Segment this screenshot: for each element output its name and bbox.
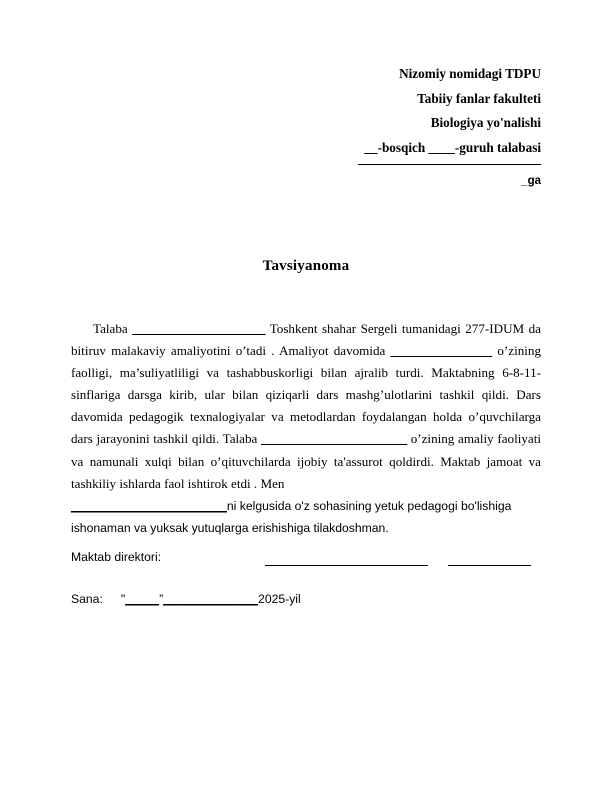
recommendation-paragraph-tail bbox=[71, 495, 541, 539]
signature-block bbox=[71, 550, 541, 612]
body-text-practice: Toshkent shahar Sergeli tumanidagi 277-IDUM da bitiruv malakaviy amaliyotini o’tadi . Amaliyot davomida bbox=[71, 321, 541, 359]
header-line-course-group: __-bosqich ____-guruh talabasi bbox=[364, 139, 541, 155]
header-line-institution: Nizomiy nomidagi TDPU bbox=[399, 66, 541, 81]
date-quote-close: ” bbox=[159, 592, 164, 606]
header-line-direction: Biologiya yo'nalishi bbox=[430, 115, 541, 130]
header-line-faculty: Tabiiy fanlar fakulteti bbox=[417, 90, 541, 106]
director-label: Maktab direktori: bbox=[71, 550, 162, 564]
body-block bbox=[71, 318, 541, 539]
date-quote-open: " bbox=[120, 592, 126, 606]
blank-student-name-2[interactable]: ________________ bbox=[390, 343, 493, 359]
body-text-impression: o’zining amaliy faoliyati va namunali xulqi bilan o’qituvchilarda ijobiy ta'assurot qoldirdi. Maktab jamoat va tashkiliy ishlarda faol ishtirok etdi . Men bbox=[71, 431, 541, 491]
header-name-blank-rule bbox=[358, 164, 541, 165]
header-suffix-ga: _ga bbox=[521, 175, 541, 187]
director-signature-line[interactable] bbox=[265, 565, 428, 566]
header-block bbox=[71, 62, 541, 191]
blank-date-day[interactable]: _____ bbox=[125, 592, 160, 606]
blank-student-name-3[interactable]: _______________________ bbox=[261, 431, 408, 447]
director-signature-row bbox=[71, 550, 541, 572]
body-text-closing: ni kelgusida o'z sohasining yetuk pedagogi bo'lishiga ishonaman va yuksak yutuqlarga erishishiga tilakdoshman. bbox=[71, 498, 512, 535]
blank-student-name-4[interactable]: _______________________ bbox=[71, 498, 227, 513]
recommendation-paragraph bbox=[71, 318, 541, 495]
date-label: Sana: bbox=[71, 592, 103, 606]
blank-date-month[interactable]: ______________ bbox=[163, 592, 259, 606]
page-title: Tavsiyanoma bbox=[262, 258, 350, 274]
date-year: 2025-yil bbox=[258, 592, 301, 606]
body-text-activity: o’zining faolligi, ma’suliyatliligi va tashabbuskorligi bilan ajralib turdi. Maktabning 6-8-11-sinflariga darsga kirib, ular bilan qiziqarli dars mashg’ulotlarini tashkil qildi. Dars davomida pedagogik texnalogiyalar va metodlardan foydalangan holda o’quvchilarga dars jarayonini tashkil qildi. Talaba bbox=[71, 343, 541, 447]
director-name-line[interactable] bbox=[448, 565, 531, 566]
date-row bbox=[71, 592, 541, 612]
blank-student-name-1[interactable]: _____________________ bbox=[132, 321, 266, 336]
body-text-talaba: Talaba bbox=[93, 321, 133, 336]
